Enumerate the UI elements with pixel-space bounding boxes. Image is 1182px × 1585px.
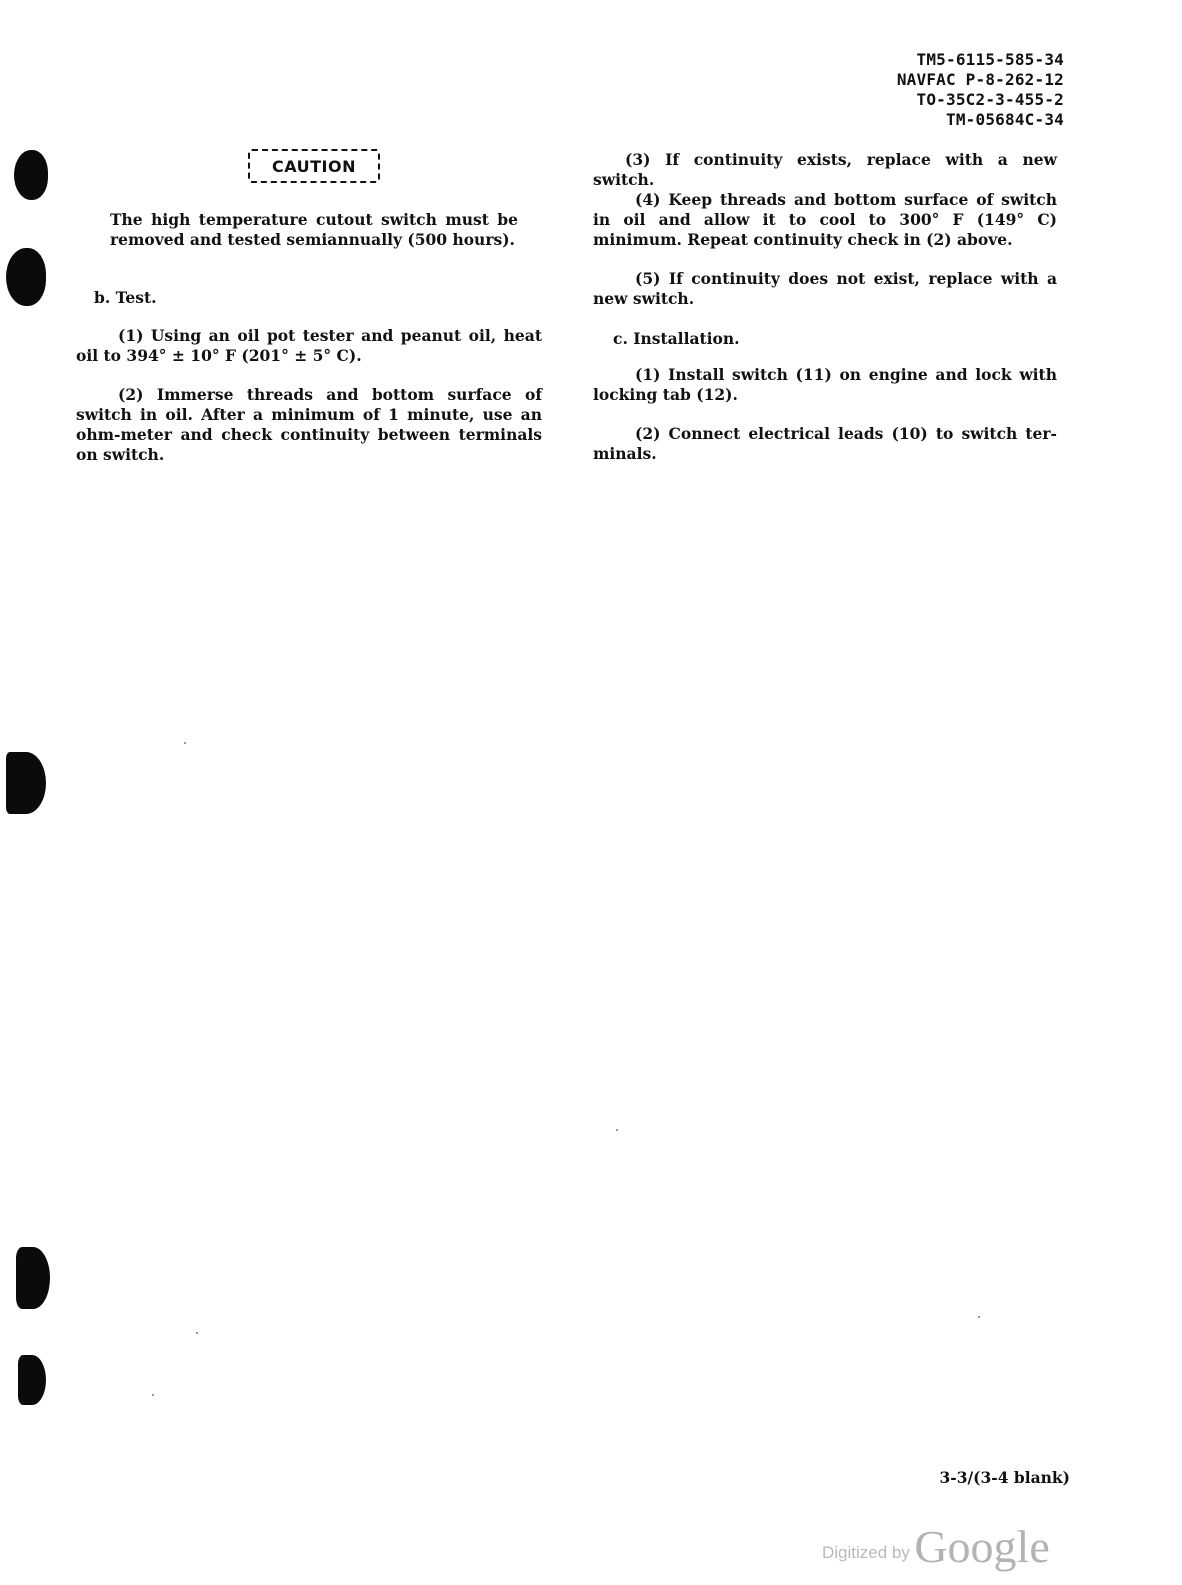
scan-speck [978,1316,980,1318]
scan-speck [152,1394,154,1396]
heading-installation: c. Installation. [613,329,740,348]
doc-id-navfac: NAVFAC P-8-262-12 [896,70,1064,89]
binder-hole [16,1247,50,1309]
install-step-2-paragraph: (2) Connect electrical leads (10) to switch ter-minals. [593,424,1057,463]
step-3-paragraph: (3) If continuity exists, replace with a new switch. [593,150,1057,189]
step-1-paragraph: (1) Using an oil pot tester and peanut oil, heat oil to 394° ± 10° F (201° ± 5° C). [76,326,542,365]
digitized-watermark [822,1520,1050,1573]
binder-hole [18,1355,46,1405]
heading-test: b. Test. [94,288,157,307]
doc-id-to: TO-35C2-3-455-2 [916,90,1064,109]
step-4-paragraph: (4) Keep threads and bottom surface of switch in oil and allow it to cool to 300° F (149° C) minimum. Repeat continuity check in (2) above. [593,190,1057,249]
step-5-paragraph: (5) If continuity does not exist, replace with a new switch. [593,269,1057,308]
caution-label: CAUTION [272,156,356,176]
doc-id-tm05684c: TM-05684C-34 [946,110,1064,129]
binder-hole [14,150,48,200]
step-2-paragraph: (2) Immerse threads and bottom surface of switch in oil. After a minimum of 1 minute, use an ohm-meter and check continuity between terminals on switch. [76,385,542,464]
document-identifiers [897,50,1064,130]
scan-speck [184,742,186,744]
watermark-prefix: Digitized by [822,1543,910,1562]
scan-speck [616,1129,618,1131]
caution-box [248,149,380,183]
binder-hole [6,752,46,814]
install-step-1-paragraph: (1) Install switch (11) on engine and lock with locking tab (12). [593,365,1057,404]
doc-id-tm5: TM5-6115-585-34 [916,50,1064,69]
caution-text: The high temperature cutout switch must be removed and tested semiannually (500 hours). [110,210,518,249]
scan-speck [196,1332,198,1334]
watermark-brand: Google [914,1521,1050,1572]
binder-hole [6,248,46,306]
page-number: 3-3/(3-4 blank) [939,1468,1070,1487]
